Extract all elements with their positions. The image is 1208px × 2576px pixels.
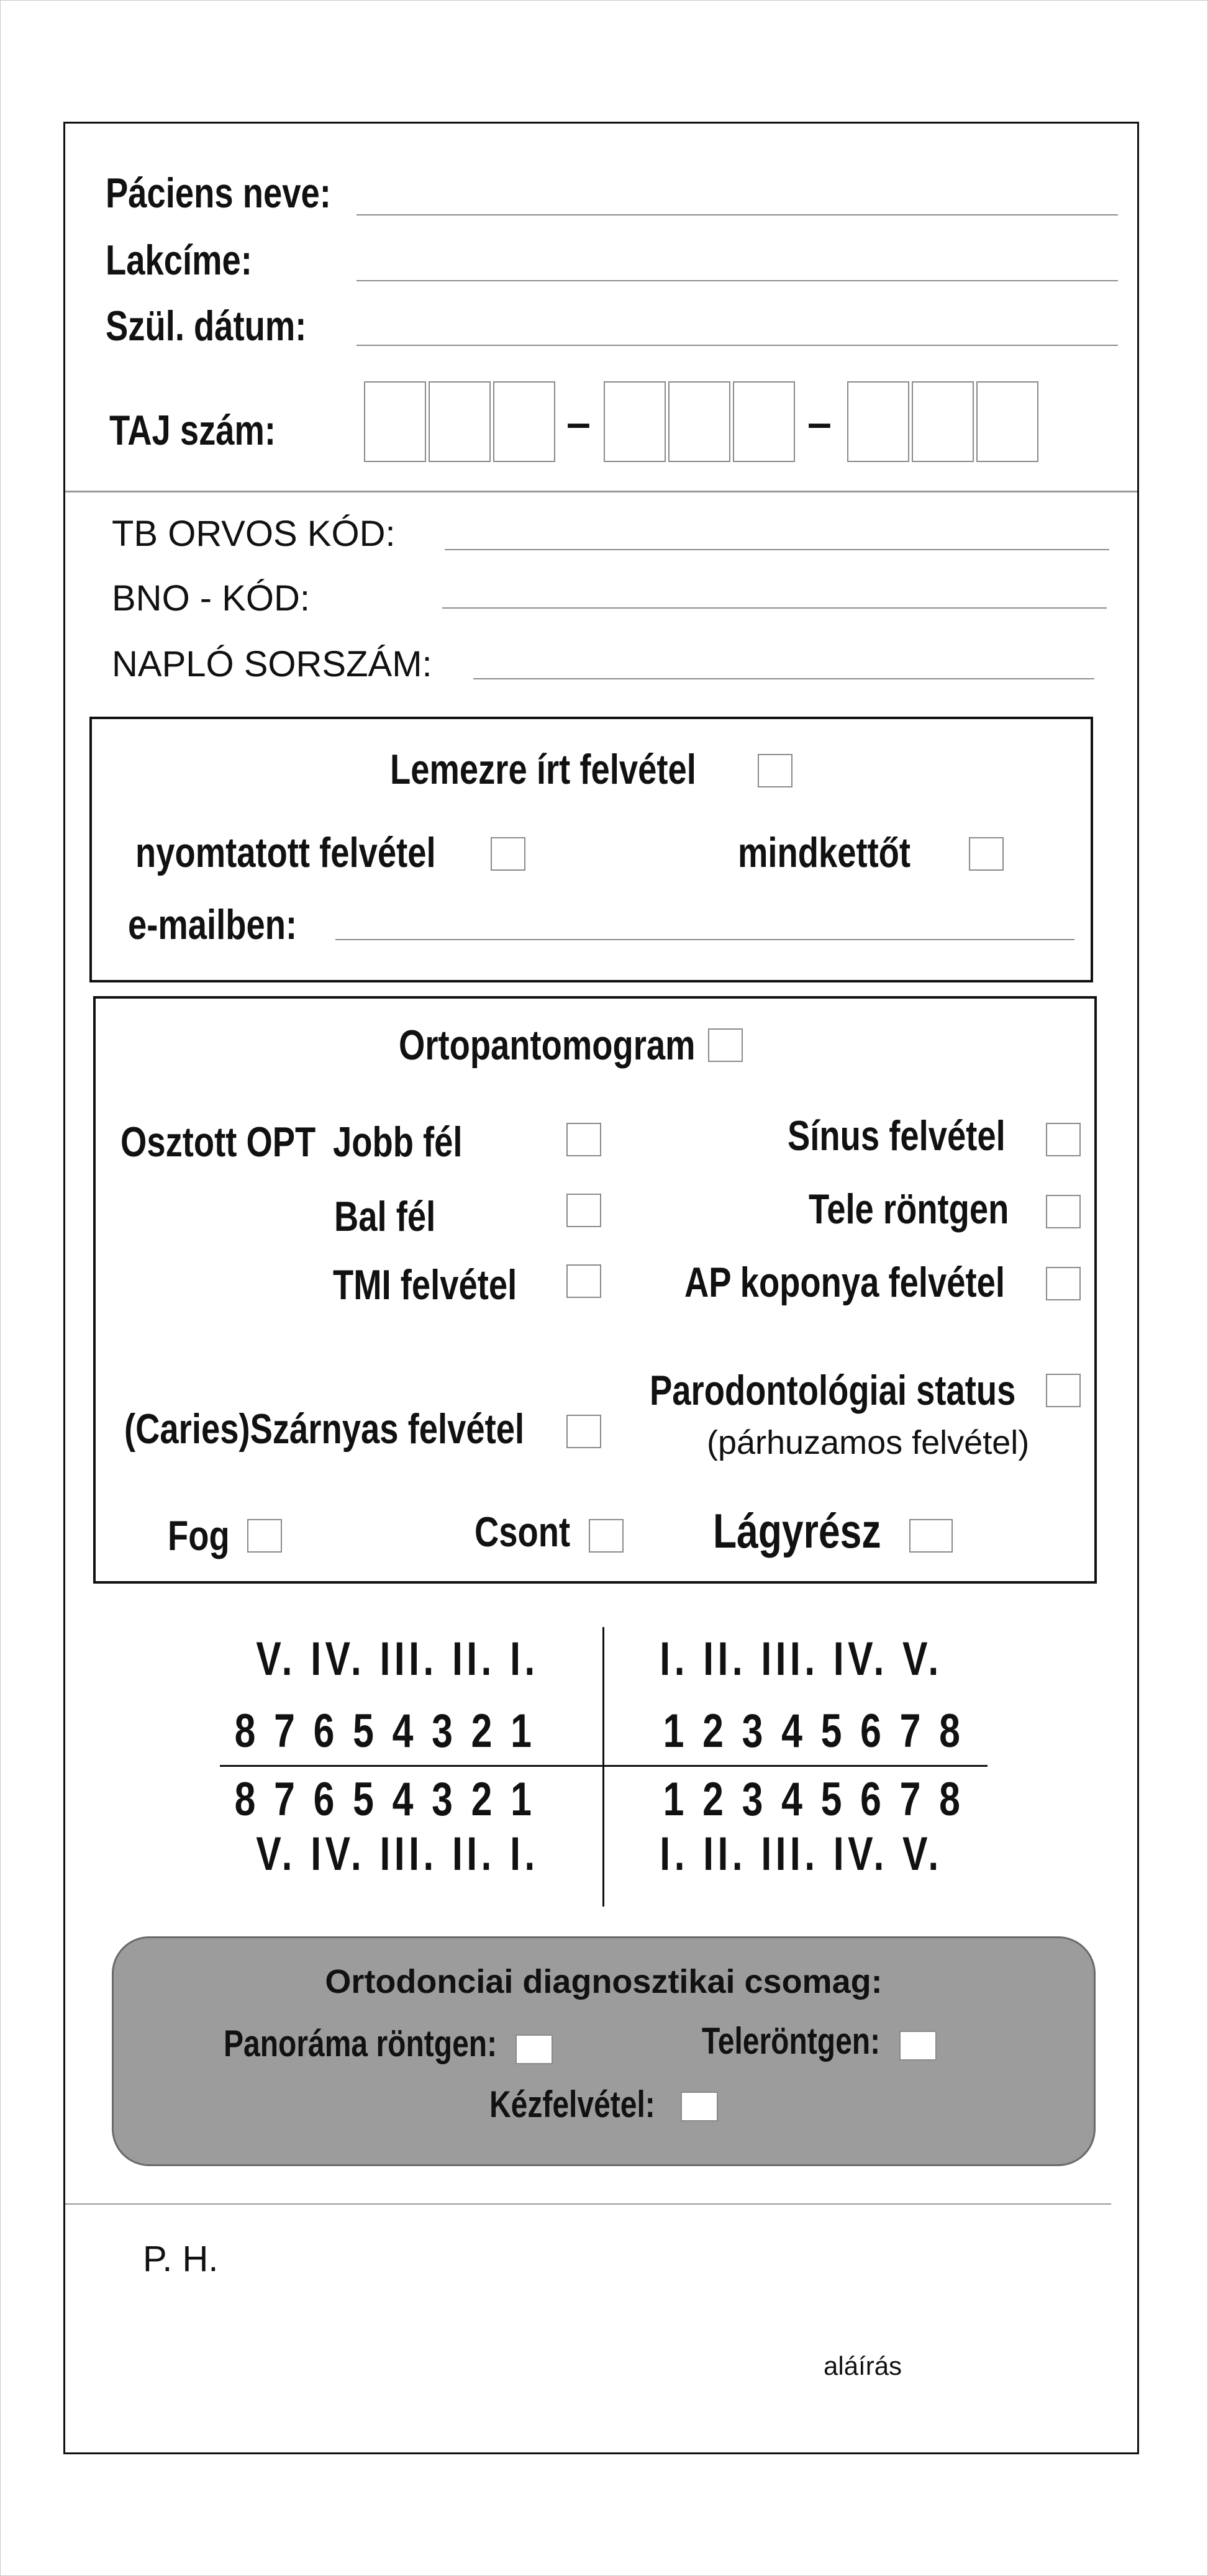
- stamp-label: P. H.: [143, 2239, 219, 2279]
- footer-divider: [65, 2203, 1111, 2205]
- panorama-checkbox[interactable]: [515, 2034, 553, 2064]
- tele-checkbox[interactable]: [1046, 1195, 1081, 1228]
- right-side-checkbox[interactable]: [566, 1123, 601, 1156]
- bone-label: Csont: [475, 1508, 571, 1556]
- tb-doctor-code-label: TB ORVOS KÓD:: [112, 514, 396, 554]
- split-opt-label: Osztott OPT: [120, 1118, 316, 1166]
- printed-label: nyomtatott felvétel: [135, 829, 436, 876]
- tele-label: Tele röntgen: [809, 1186, 1009, 1233]
- both-checkbox[interactable]: [969, 837, 1004, 871]
- patient-name-label: Páciens neve:: [106, 170, 331, 217]
- taj-label: TAJ szám:: [109, 407, 276, 454]
- dental-chart-horizontal-axis: [220, 1765, 988, 1767]
- tmj-checkbox[interactable]: [566, 1264, 601, 1298]
- lower-left-quadrant-roman: V. IV. III. II. I.: [256, 1828, 539, 1880]
- section-divider: [65, 491, 1137, 492]
- taj-digit-box[interactable]: [429, 381, 491, 462]
- left-side-label: Bal fél: [334, 1193, 436, 1240]
- soft-tissue-label: Lágyrész: [713, 1503, 881, 1558]
- taj-digit-box[interactable]: [364, 381, 426, 462]
- lower-right-quadrant-roman: I. II. III. IV. V.: [660, 1828, 943, 1880]
- disk-label: Lemezre írt felvétel: [390, 746, 696, 793]
- both-label: mindkettőt: [738, 829, 911, 876]
- ap-skull-checkbox[interactable]: [1046, 1267, 1081, 1300]
- taj-separator: –: [566, 398, 591, 447]
- taj-separator: –: [807, 398, 832, 447]
- tooth-label: Fog: [168, 1512, 230, 1559]
- hand-xray-checkbox[interactable]: [681, 2092, 718, 2121]
- email-label: e-mailben:: [128, 901, 297, 948]
- upper-left-quadrant-roman: V. IV. III. II. I.: [256, 1633, 539, 1685]
- signature-label: aláírás: [824, 2351, 902, 2380]
- opg-label: Ortopantomogram: [399, 1022, 696, 1069]
- taj-digit-box[interactable]: [912, 381, 974, 462]
- left-side-checkbox[interactable]: [566, 1194, 601, 1227]
- ortho-package-title: Ortodonciai diagnosztikai csomag:: [325, 1963, 883, 2000]
- disk-checkbox[interactable]: [758, 754, 792, 787]
- bitewing-checkbox[interactable]: [566, 1415, 601, 1448]
- taj-digit-box[interactable]: [604, 381, 666, 462]
- soft-tissue-checkbox[interactable]: [909, 1519, 953, 1553]
- sinus-label: Sínus felvétel: [788, 1112, 1006, 1159]
- taj-digit-box[interactable]: [493, 381, 555, 462]
- taj-digit-box[interactable]: [733, 381, 795, 462]
- telex-label: Teleröntgen:: [702, 2020, 881, 2062]
- log-number-field[interactable]: [473, 678, 1094, 679]
- bno-code-label: BNO - KÓD:: [112, 578, 311, 619]
- bone-checkbox[interactable]: [589, 1519, 624, 1553]
- upper-right-quadrant-roman: I. II. III. IV. V.: [660, 1633, 943, 1685]
- telex-checkbox[interactable]: [899, 2031, 937, 2061]
- upper-left-quadrant-numbers: 8 7 6 5 4 3 2 1: [234, 1705, 536, 1757]
- upper-right-quadrant-numbers: 1 2 3 4 5 6 7 8: [663, 1705, 965, 1757]
- birthdate-field[interactable]: [356, 345, 1118, 346]
- hand-xray-label: Kézfelvétel:: [489, 2084, 655, 2125]
- tmj-label: TMI felvétel: [333, 1261, 517, 1308]
- printed-checkbox[interactable]: [491, 837, 525, 871]
- panorama-label: Panoráma röntgen:: [224, 2023, 497, 2064]
- lower-left-quadrant-numbers: 8 7 6 5 4 3 2 1: [234, 1773, 536, 1826]
- bno-code-field[interactable]: [442, 607, 1107, 609]
- tooth-checkbox[interactable]: [247, 1519, 282, 1553]
- lower-right-quadrant-numbers: 1 2 3 4 5 6 7 8: [663, 1773, 965, 1826]
- taj-digit-box[interactable]: [668, 381, 730, 462]
- opg-checkbox[interactable]: [708, 1028, 743, 1062]
- dental-chart-vertical-axis: [602, 1627, 604, 1907]
- periodontal-sublabel: (párhuzamos felvétel): [707, 1424, 1030, 1461]
- address-field[interactable]: [356, 280, 1118, 281]
- log-number-label: NAPLÓ SORSZÁM:: [112, 644, 432, 684]
- taj-digit-box[interactable]: [847, 381, 909, 462]
- tb-doctor-code-field[interactable]: [445, 549, 1109, 550]
- periodontal-label: Parodontológiai status: [650, 1367, 1016, 1414]
- address-label: Lakcíme:: [106, 237, 252, 284]
- birthdate-label: Szül. dátum:: [106, 302, 307, 350]
- right-side-label: Jobb fél: [333, 1118, 463, 1166]
- taj-digit-box[interactable]: [976, 381, 1038, 462]
- email-field[interactable]: [335, 939, 1074, 940]
- bitewing-label: (Caries)Szárnyas felvétel: [124, 1405, 525, 1453]
- patient-name-field[interactable]: [356, 214, 1118, 215]
- ap-skull-label: AP koponya felvétel: [684, 1259, 1005, 1306]
- periodontal-checkbox[interactable]: [1046, 1374, 1081, 1407]
- sinus-checkbox[interactable]: [1046, 1123, 1081, 1156]
